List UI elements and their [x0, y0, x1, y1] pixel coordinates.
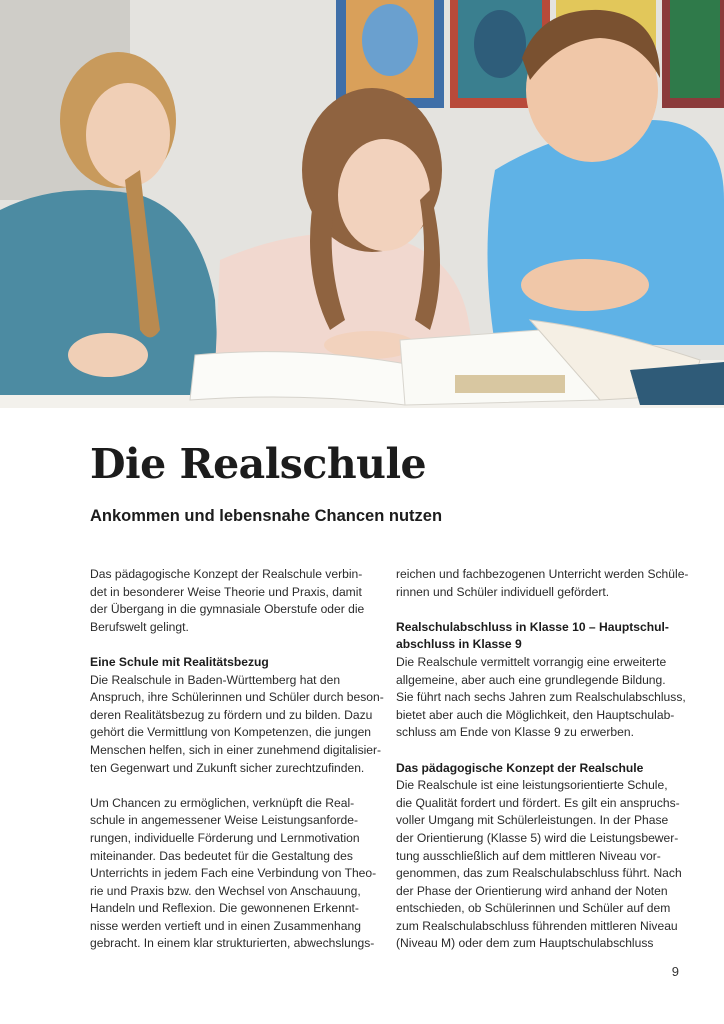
section-paragraph-chancen: Um Chancen zu ermöglichen, verknüpft die Real- schule in angemessener Weise Leistungsanforde- rungen, individuelle Förderung und Lernmotivation miteinander. Das bedeutet für die Gestaltung des Unterrichts in jedem Fach eine Verbindung von Theo- rie und Praxis bzw. den Wechsel von Anschauung, Handeln und Reflexion. Die gewonnenen Erkennt- nisse werden vertieft und in einen Zusammenhang gebracht. In einem klar strukturierten, abwechslungs- [90, 795, 377, 951]
page-number: 9 [671, 964, 679, 979]
section-paragraph-konzept: Die Realschule ist eine leistungsorientierte Schule, die Qualität fordert und fördert. Es gilt ein anspruchs- voller Umgang mit Schülerleistungen. In der Phase der Orientierung (Klasse 5) wird die Leistungsbewer- tung ausschließlich auf dem mittleren Niveau vor- genommen, das zum Realschulabschluss führt. Nach der Phase der Orientierung wird anhand der Noten entschieden, ob Schülerinnen und Schüler auf dem zum Realschulabschluss führenden mittleren Niveau (Niveau M) oder dem zum Hauptschulabschluss [396, 778, 682, 951]
continuation-paragraph: reichen und fachbezogenen Unterricht werden Schüle- rinnen und Schüler individuell gefördert. [396, 567, 689, 599]
section-heading-konzept: Das pädagogische Konzept der Realschule [396, 760, 644, 775]
section-heading-abschluss: Realschulabschluss in Klasse 10 – Hauptschul- abschluss in Klasse 9 [396, 619, 669, 652]
left-text-column [90, 566, 390, 953]
classroom-photo-illustration [0, 0, 724, 408]
right-text-column [396, 566, 696, 953]
intro-paragraph: Das pädagogische Konzept der Realschule verbin- det in besonderer Weise Theorie und Praxis, damit der Übergang in die gymnasiale Oberstufe oder die Berufswelt gelingt. [90, 567, 365, 634]
section-paragraph-abschluss: Die Realschule vermittelt vorrangig eine erweiterte allgemeine, aber auch eine grundlegende Bildung. Sie führt nach sechs Jahren zum Realschulabschluss, bietet aber auch die Möglichkeit, den Hauptschulab- schluss am Ende von Klasse 9 zu erwerben. [396, 654, 686, 740]
page-subtitle: Ankommen und lebensnahe Chancen nutzen [90, 507, 443, 525]
page-title: Die Realschule [90, 440, 427, 488]
section-heading-realitaetsbezug: Eine Schule mit Realitätsbezug [90, 654, 269, 669]
section-paragraph-realitaetsbezug: Die Realschule in Baden-Württemberg hat den Anspruch, ihre Schülerinnen und Schüler durch beson- deren Realitätsbezug zu fördern und zu bilden. Dazu gehört die Vermittlung von Kompetenzen, die jungen Menschen helfen, sich in einer zunehmend digitalisier- ten Gegenwart und Zukunft sicher zurechtzufinden. [90, 672, 384, 775]
classroom-photo [0, 0, 724, 408]
